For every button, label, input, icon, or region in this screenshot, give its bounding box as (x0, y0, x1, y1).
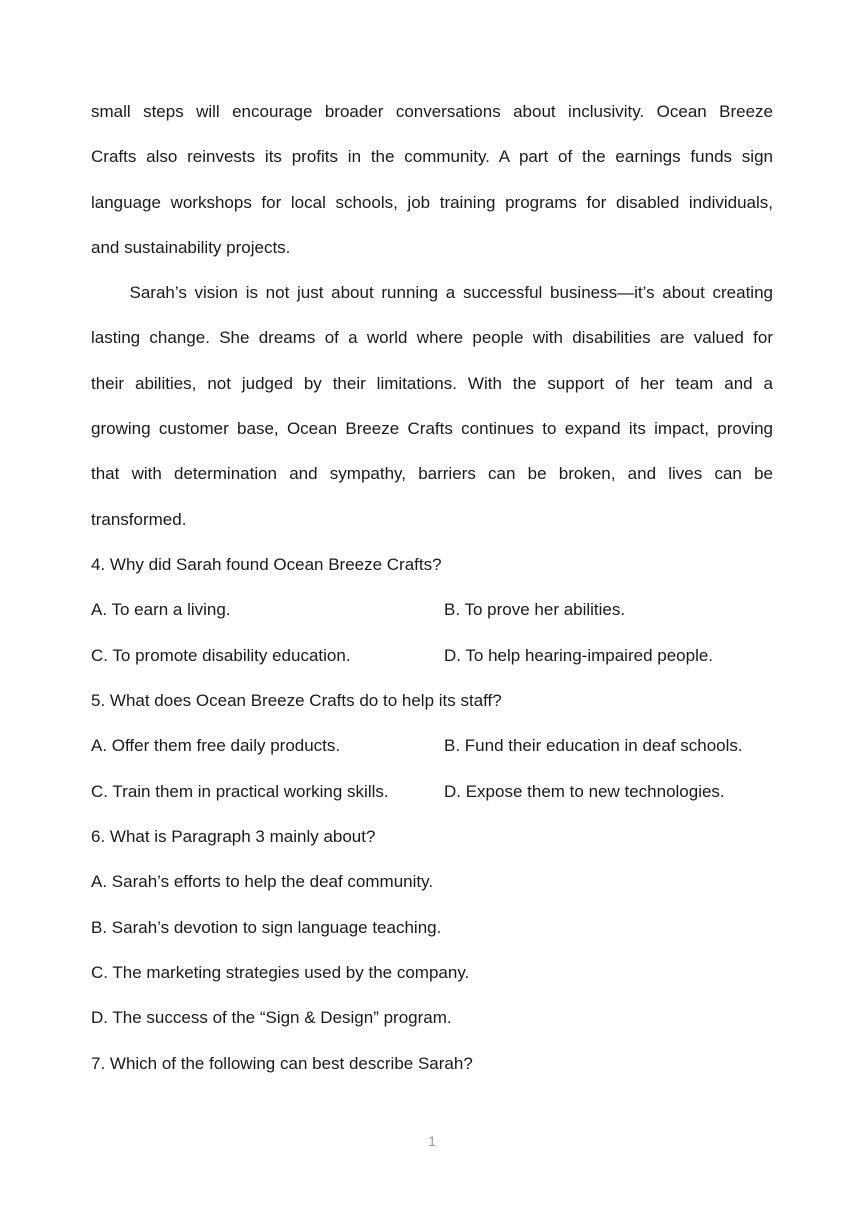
passage-line: their abilities, not judged by their limitations. With the support of her team and a (91, 374, 773, 393)
passage-line: growing customer base, Ocean Breeze Crafts continues to expand its impact, proving (91, 419, 773, 438)
passage-line: transformed. (91, 510, 187, 529)
option-b: B. To prove her abilities. (444, 600, 626, 619)
passage-line: Sarah’s vision is not just about running a successful business—it’s about creating (91, 283, 773, 302)
option-a: A. Sarah’s efforts to help the deaf community. (91, 872, 434, 891)
question-stem: 4. Why did Sarah found Ocean Breeze Crafts? (91, 555, 442, 574)
option-d: D. The success of the “Sign & Design” program. (91, 1008, 452, 1027)
passage-line: that with determination and sympathy, barriers can be broken, and lives can be (91, 464, 773, 483)
passage-line: lasting change. She dreams of a world where people with disabilities are valued for (91, 328, 773, 347)
question-stem: 7. Which of the following can best describe Sarah? (91, 1054, 473, 1073)
page-number: 1 (428, 1133, 436, 1149)
question-stem: 6. What is Paragraph 3 mainly about? (91, 827, 376, 846)
option-a: A. Offer them free daily products. (91, 736, 341, 755)
passage-line: Crafts also reinvests its profits in the community. A part of the earnings funds sign (91, 147, 773, 166)
passage-line: small steps will encourage broader conversations about inclusivity. Ocean Breeze (91, 102, 773, 121)
option-c: C. To promote disability education. (91, 646, 351, 665)
option-c: C. Train them in practical working skills. (91, 782, 389, 801)
option-d: D. Expose them to new technologies. (444, 782, 725, 801)
option-a: A. To earn a living. (91, 600, 231, 619)
passage-line: language workshops for local schools, job training programs for disabled individuals, (91, 193, 773, 212)
option-b: B. Sarah’s devotion to sign language teaching. (91, 918, 442, 937)
passage-line: and sustainability projects. (91, 238, 291, 257)
option-d: D. To help hearing-impaired people. (444, 646, 714, 665)
question-stem: 5. What does Ocean Breeze Crafts do to help its staff? (91, 691, 502, 710)
option-b: B. Fund their education in deaf schools. (444, 736, 743, 755)
option-c: C. The marketing strategies used by the company. (91, 963, 470, 982)
